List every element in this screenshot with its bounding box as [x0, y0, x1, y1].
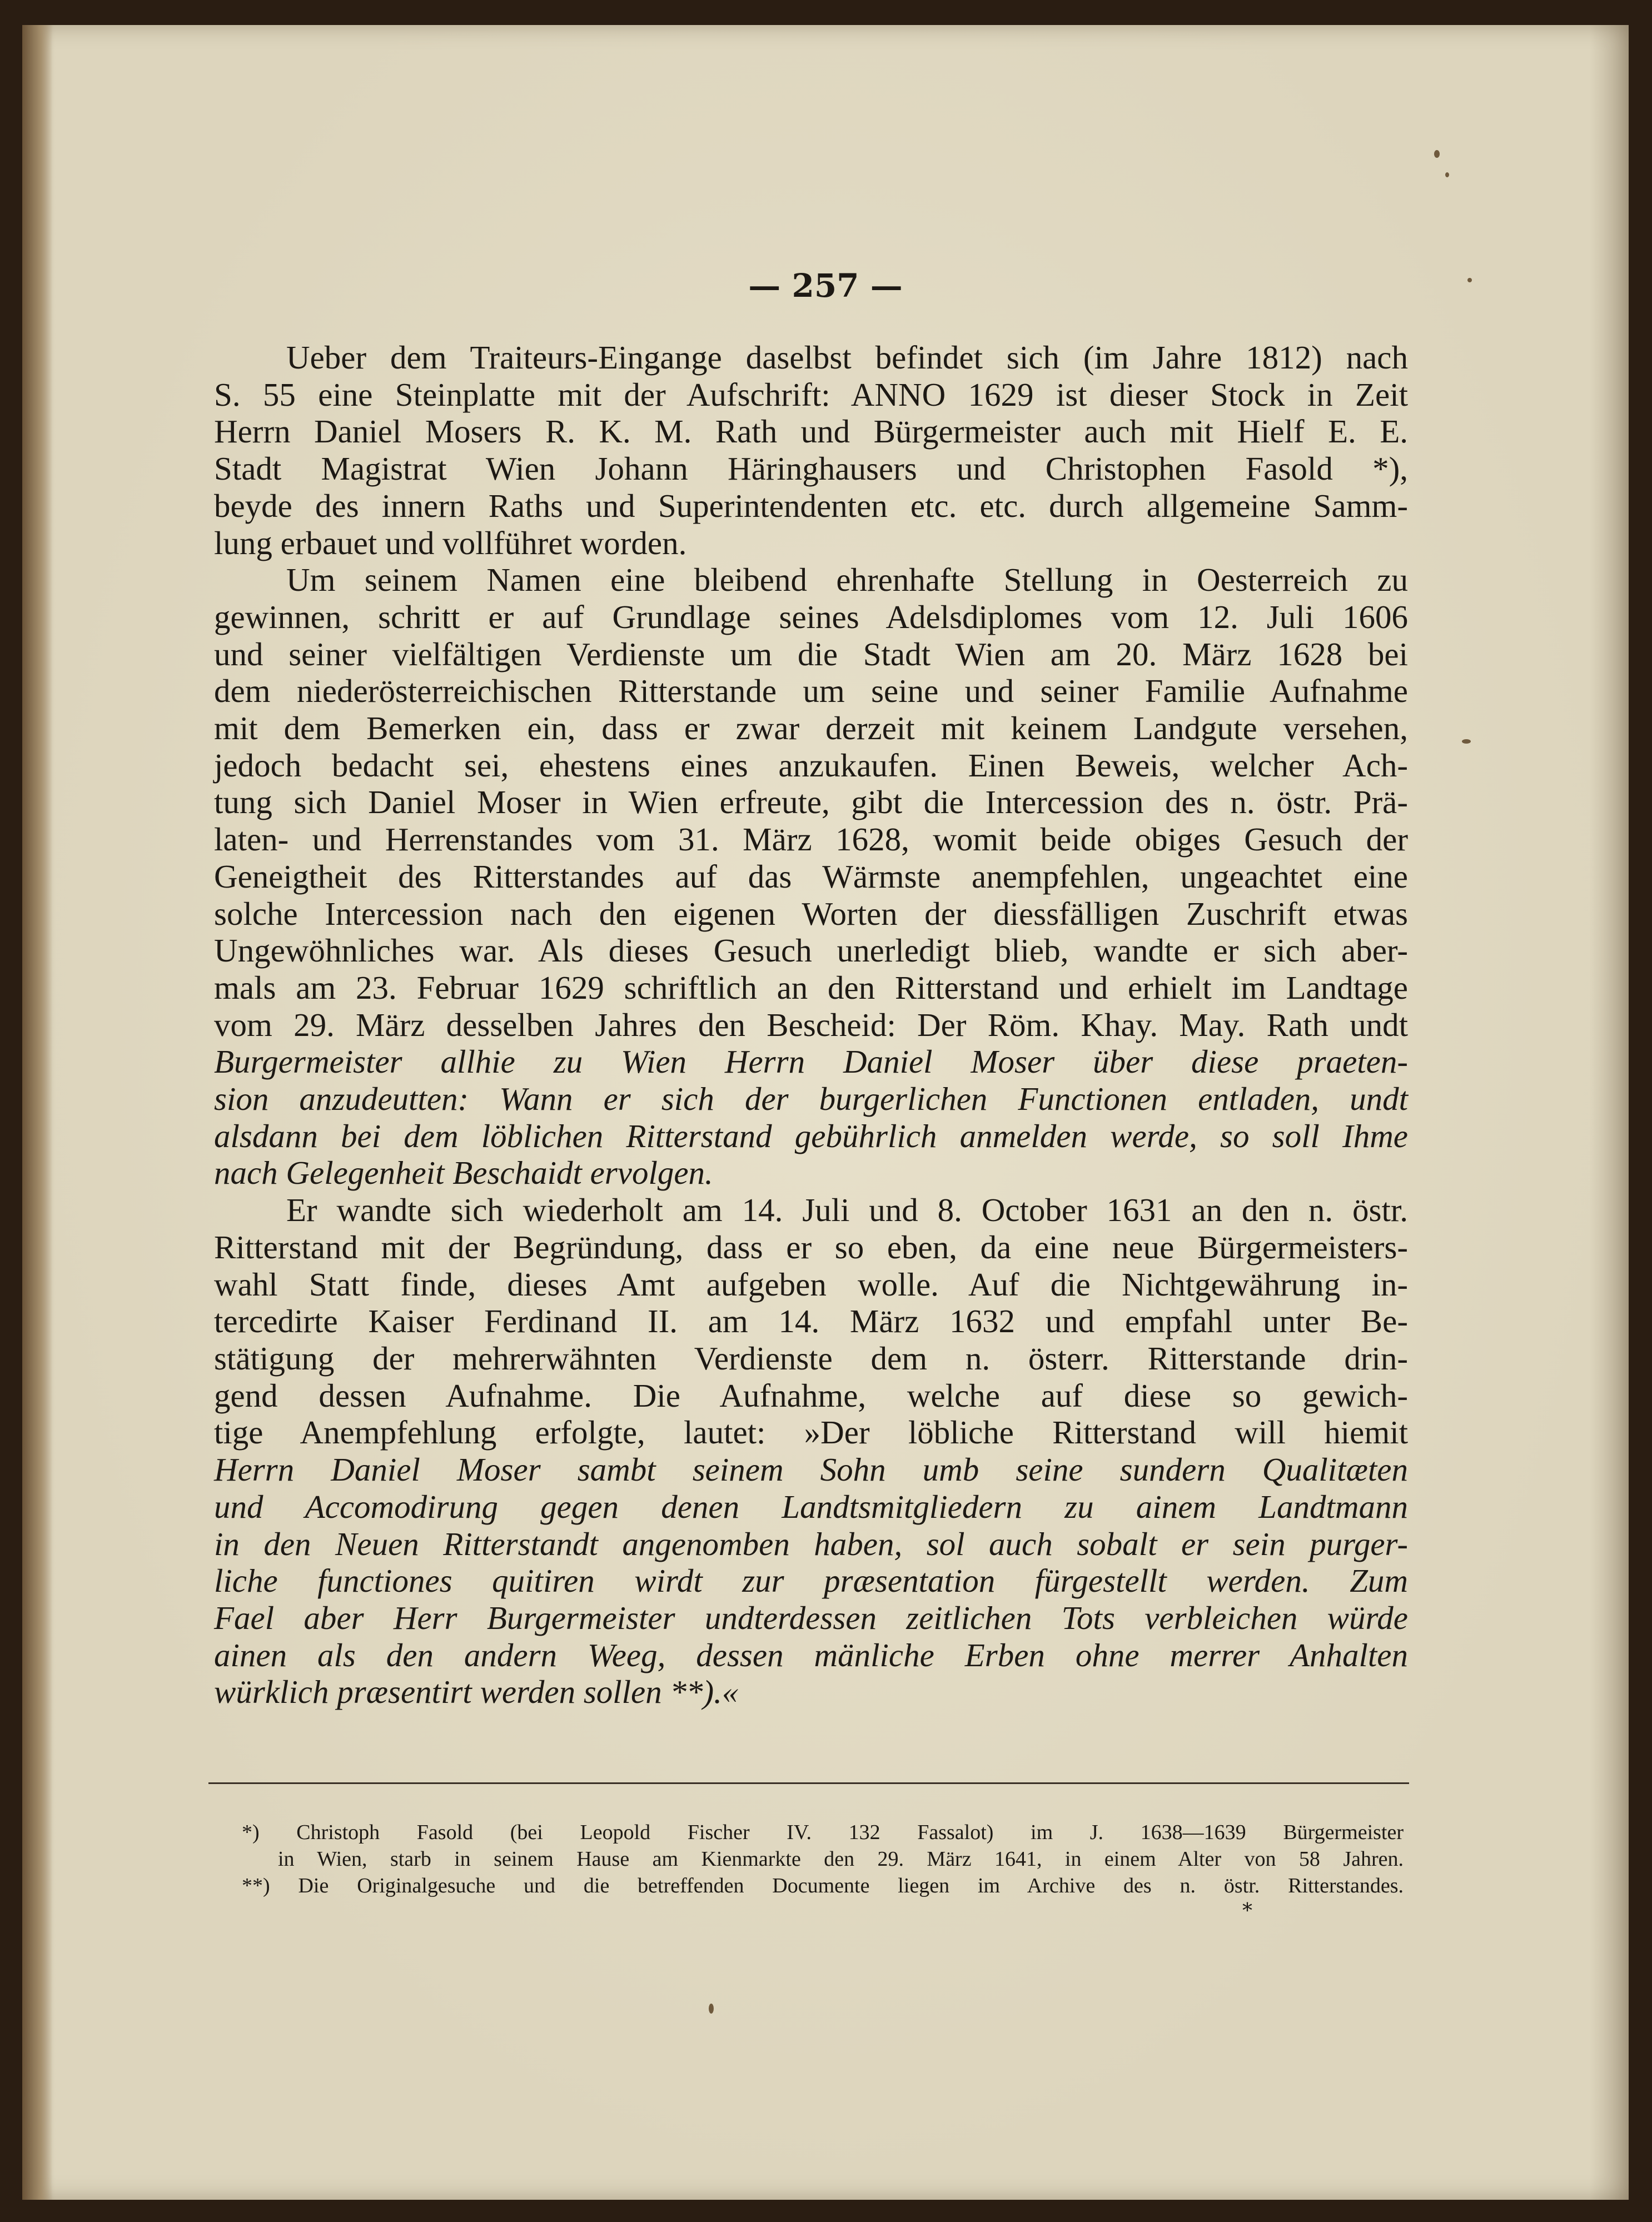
text-line: Ritterstand mit der Begründung, dass er so eben, da eine neue Bürgermeisters-: [214, 1228, 1408, 1266]
text-line: tercedirte Kaiser Ferdinand II. am 14. März 1632 und empfahl unter Be-: [214, 1303, 1408, 1340]
text-line: wahl Statt finde, dieses Amt aufgeben wolle. Auf die Nichtgewährung in-: [214, 1266, 1408, 1303]
text-line: Herrn Daniel Mosers R. K. M. Rath und Bürgermeister auch mit Hielf E. E.: [214, 413, 1408, 450]
text-line: vom 29. März desselben Jahres den Bescheid: Der Röm. Khay. May. Rath undt: [214, 1006, 1408, 1043]
text-line: gewinnen, schritt er auf Grundlage seines Adelsdiplomes vom 12. Juli 1606: [214, 598, 1408, 635]
text-line: lung erbauet und vollführet worden.: [214, 524, 687, 561]
footnotes: [242, 1819, 1404, 1899]
quoted-text-line: alsdann bei dem löblichen Ritterstand gebührlich anmelden werde, so soll Ihme: [214, 1117, 1408, 1154]
paper-spot: [1467, 278, 1472, 282]
footnote-line: in Wien, starb in seinem Hause am Kienmarkte den 29. März 1641, in einem Alter von 58 Jahren.: [278, 1847, 1404, 1871]
text-line: jedoch bedacht sei, ehestens eines anzukaufen. Einen Beweis, welcher Ach-: [214, 746, 1408, 784]
text-line: Geneigtheit des Ritterstandes auf das Wärmste anempfehlen, ungeachtet eine: [214, 858, 1408, 895]
page-number: — 257 —: [748, 267, 903, 305]
paper-spot: [1462, 739, 1471, 744]
footnote-line: **) Die Originalgesuche und die betreffenden Documente liegen im Archive des n. östr. Ritterstandes.: [242, 1874, 1404, 1897]
text-line: Ungewöhnliches war. Als dieses Gesuch unerledigt blieb, wandte er sich aber-: [214, 932, 1408, 969]
paper-spot: [1434, 150, 1440, 158]
footnote-separator: [208, 1782, 1409, 1784]
text-line: tige Anempfehlung erfolgte, lautet: »Der löbliche Ritterstand will hiemit: [214, 1414, 1408, 1451]
book-page: [22, 25, 1629, 2200]
quoted-text-line: Burgermeister allhie zu Wien Herrn Daniel Moser über diese praeten-: [214, 1043, 1408, 1080]
paper-spot: [709, 2004, 714, 2014]
paper-spot: [1445, 172, 1449, 177]
text-line: mit dem Bemerken ein, dass er zwar derzeit mit keinem Landgute versehen,: [214, 710, 1408, 747]
quoted-text-line: nach Gelegenheit Beschaidt ervolgen.: [214, 1154, 713, 1192]
text-line: tung sich Daniel Moser in Wien erfreute, gibt die Intercession des n. östr. Prä-: [214, 784, 1408, 821]
quoted-text-line: Fael aber Herr Burgermeister undterdessen zeitlichen Tots verbleichen würde: [214, 1599, 1408, 1636]
text-line: laten- und Herrenstandes vom 31. März 1628, womit beide obiges Gesuch der: [214, 821, 1408, 858]
text-line: gend dessen Aufnahme. Die Aufnahme, welche auf diese so gewich-: [214, 1377, 1408, 1414]
page-gutter-shadow: [22, 25, 53, 2200]
quoted-text-line: würklich præsentirt werden sollen **).«: [214, 1673, 739, 1711]
quoted-text-line: Herrn Daniel Moser sambt seinem Sohn umb seine sundern Qualitæten: [214, 1451, 1408, 1488]
text-line: und seiner vielfältigen Verdienste um die Stadt Wien am 20. März 1628 bei: [214, 635, 1408, 672]
text-line: Um seinem Namen eine bleibend ehrenhafte Stellung in Oesterreich zu: [286, 561, 1408, 599]
text-line: solche Intercession nach den eigenen Worten der diessfälligen Zuschrift etwas: [214, 895, 1408, 932]
text-line: Er wandte sich wiederholt am 14. Juli und 8. October 1631 an den n. östr.: [286, 1192, 1408, 1229]
text-line: stätigung der mehrerwähnten Verdienste dem n. österr. Ritterstande drin-: [214, 1339, 1408, 1377]
text-line: beyde des innern Raths und Superintendenten etc. etc. durch allgemeine Samm-: [214, 487, 1408, 524]
text-line: Stadt Magistrat Wien Johann Häringhausers und Christophen Fasold *),: [214, 450, 1408, 487]
signature-mark: *: [1242, 1900, 1252, 1922]
body-text: [214, 339, 1408, 1711]
quoted-text-line: und Accomodirung gegen denen Landtsmitgliedern zu ainem Landtmann: [214, 1488, 1408, 1525]
quoted-text-line: ainen als den andern Weeg, dessen mänliche Erben ohne merrer Anhalten: [214, 1636, 1408, 1673]
quoted-text-line: liche functiones quitiren wirdt zur præsentation fürgestellt werden. Zum: [214, 1562, 1408, 1600]
text-line: dem niederösterreichischen Ritterstande um seine und seiner Familie Aufnahme: [214, 672, 1408, 710]
text-line: Ueber dem Traiteurs-Eingange daselbst befindet sich (im Jahre 1812) nach: [286, 339, 1408, 376]
footnote-line: *) Christoph Fasold (bei Leopold Fischer IV. 132 Fassalot) im J. 1638—1639 Bürgermeister: [242, 1821, 1404, 1844]
quoted-text-line: in den Neuen Ritterstandt angenomben haben, sol auch sobalt er sein purger-: [214, 1525, 1408, 1562]
text-line: mals am 23. Februar 1629 schriftlich an den Ritterstand und erhielt im Landtage: [214, 969, 1408, 1006]
text-line: S. 55 eine Steinplatte mit der Aufschrift: ANNO 1629 ist dieser Stock in Zeit: [214, 376, 1408, 413]
quoted-text-line: sion anzudeutten: Wann er sich der burgerlichen Functionen entladen, undt: [214, 1080, 1408, 1118]
